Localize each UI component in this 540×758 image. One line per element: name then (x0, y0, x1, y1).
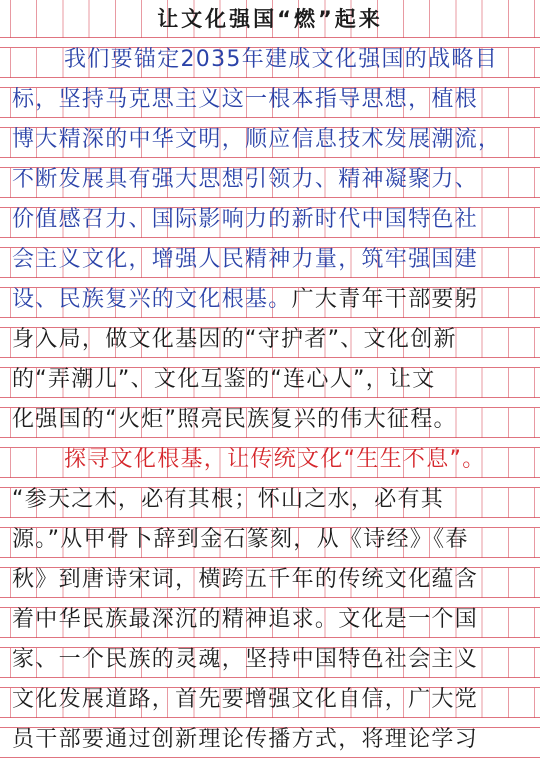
line-text: 员干部要通过创新理论传播方式，将理论学习 (12, 727, 479, 752)
line-row (0, 518, 540, 558)
line-text-mixed (12, 286, 534, 313)
line-text-black-part: 广大青年干部要躬 (291, 287, 479, 312)
line-text: 博大精深的中华文明，顺应信息技术发展潮流， (12, 127, 502, 152)
line-row (0, 38, 540, 78)
line-row (0, 158, 540, 198)
line-text: 标，坚持马克思主义这一根本指导思想，植根 (12, 87, 479, 112)
line-row (0, 598, 540, 638)
line-row (0, 678, 540, 718)
line-row (0, 238, 540, 278)
title-row (0, 0, 540, 38)
line-row (0, 478, 540, 518)
line-text: 身入局，做文化基因的“守护者”、文化创新 (12, 327, 457, 352)
page-title: 让文化强国“燃”起来 (157, 7, 383, 31)
line-text: 价值感召力、国际影响力的新时代中国特色社 (12, 207, 479, 232)
line-text: 文化发展道路，首先要增强文化自信，广大党 (12, 687, 479, 712)
line-text: “参天之木，必有其根；怀山之水，必有其 (12, 487, 445, 512)
line-row (0, 118, 540, 158)
line-row (0, 638, 540, 678)
line-row (0, 278, 540, 318)
line-text: 着中华民族最深沉的精神追求。文化是一个国 (12, 607, 479, 632)
line-row (0, 718, 540, 758)
line-row (0, 438, 540, 478)
section-heading: 探寻文化根基，让传统文化“生生不息”。 (64, 447, 486, 472)
line-text: 家、一个民族的灵魂，坚持中国特色社会主义 (12, 647, 479, 672)
line-text: 化强国的“火炬”照亮民族复兴的伟大征程。 (12, 407, 457, 432)
line-row (0, 558, 540, 598)
line-text: 的“弄潮儿”、文化互鉴的“连心人”，让文 (12, 367, 436, 392)
line-row (0, 198, 540, 238)
line-text: 秋》到唐诗宋词，横跨五千年的传统文化蕴含 (12, 567, 479, 592)
line-text: 不断发展具有强大思想引领力、精神凝聚力、 (12, 167, 479, 192)
line-row (0, 78, 540, 118)
line-text: 源。”从甲骨卜辞到金石篆刻，从《诗经》《春 (12, 527, 469, 552)
line-text: 会主义文化，增强人民精神力量，筑牢强国建 (12, 247, 479, 272)
line-row (0, 318, 540, 358)
line-text: 我们要锚定2035年建成文化强国的战略目 (64, 47, 498, 72)
line-text-blue-part: 设、民族复兴的文化根基。 (12, 287, 292, 312)
line-row (0, 358, 540, 398)
line-row (0, 398, 540, 438)
